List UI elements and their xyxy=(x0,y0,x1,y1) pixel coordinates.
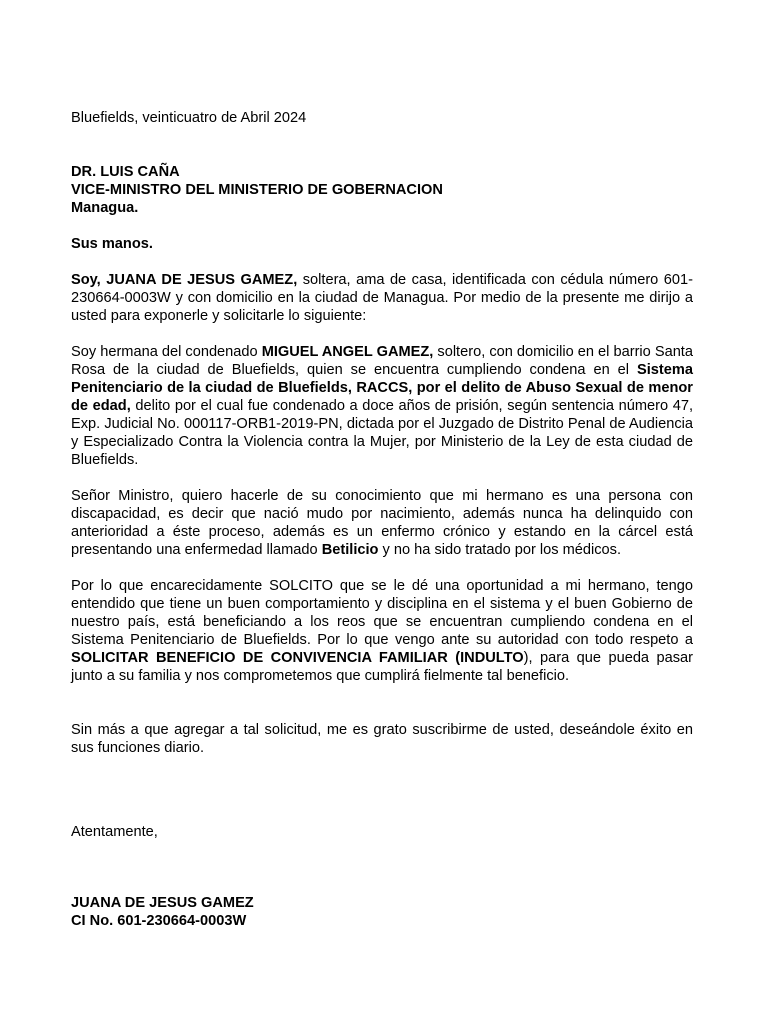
addressee-position: VICE-MINISTRO DEL MINISTERIO DE GOBERNACION xyxy=(71,182,443,198)
closing-paragraph: Sin más a que agregar a tal solicitud, me es grato suscribirme de usted, deseándole éxito en sus funciones diario. xyxy=(71,722,693,756)
date-line: Bluefields, veinticuatro de Abril 2024 xyxy=(71,110,307,126)
addressee-name: DR. LUIS CAÑA xyxy=(71,164,180,180)
salutation: Sus manos. xyxy=(71,236,153,252)
regards-line: Atentamente, xyxy=(71,824,158,840)
intro-paragraph: Soy, JUANA DE JESUS GAMEZ, soltera, ama de casa, identificada con cédula número 601-230664-0003W y con domicilio en la ciudad de Managua. Por medio de la presente me dirijo a usted para exponerle y solicitarle lo siguiente: xyxy=(71,272,693,324)
signature-block xyxy=(71,894,254,930)
letter-body xyxy=(71,109,693,757)
convict-paragraph: Soy hermana del condenado MIGUEL ANGEL GAMEZ, soltero, con domicilio en el barrio Santa Rosa de la ciudad de Bluefields, quien se encuentra cumpliendo condena en el Sistema Penitenciario de la ciudad de Bluefields, RACCS, por el delito de Abuso Sexual de menor de edad, delito por el cual fue condenado a doce años de prisión, según sentencia número 47, Exp. Judicial No. 000117-ORB1-2019-PN, dictada por el Juzgado de Distrito Penal de Audiencia y Especializado Contra la Violencia contra la Mujer, por Ministerio de la Ley de esta ciudad de Bluefields. xyxy=(71,344,694,468)
addressee-block xyxy=(71,163,693,217)
request-paragraph: Por lo que encarecidamente SOLCITO que se le dé una oportunidad a mi hermano, tengo entendido que tiene un buen comportamiento y disciplina en el sistema y el buen Gobierno de nuestro país, está beneficiando a los reos que se encuentran cumpliendo condena en el Sistema Penitenciario de Bluefields. Por lo que vengo ante su autoridad con todo respeto a SOLICITAR BENEFICIO DE CONVIVENCIA FAMILIAR (INDULTO), para que pueda pasar junto a su familia y nos comprometemos que cumplirá fielmente tal beneficio. xyxy=(71,578,694,684)
signature-id: CI No. 601-230664-0003W xyxy=(71,913,247,929)
signature-name: JUANA DE JESUS GAMEZ xyxy=(71,895,254,911)
addressee-city: Managua. xyxy=(71,200,139,216)
disability-paragraph: Señor Ministro, quiero hacerle de su conocimiento que mi hermano es una persona con discapacidad, es decir que nació mudo por nacimiento, además nunca ha delinquido con anterioridad a éste proceso, además es un enfermo crónico y estando en la cárcel está presentando una enfermedad llamado Betilicio y no ha sido tratado por los médicos. xyxy=(71,488,693,558)
